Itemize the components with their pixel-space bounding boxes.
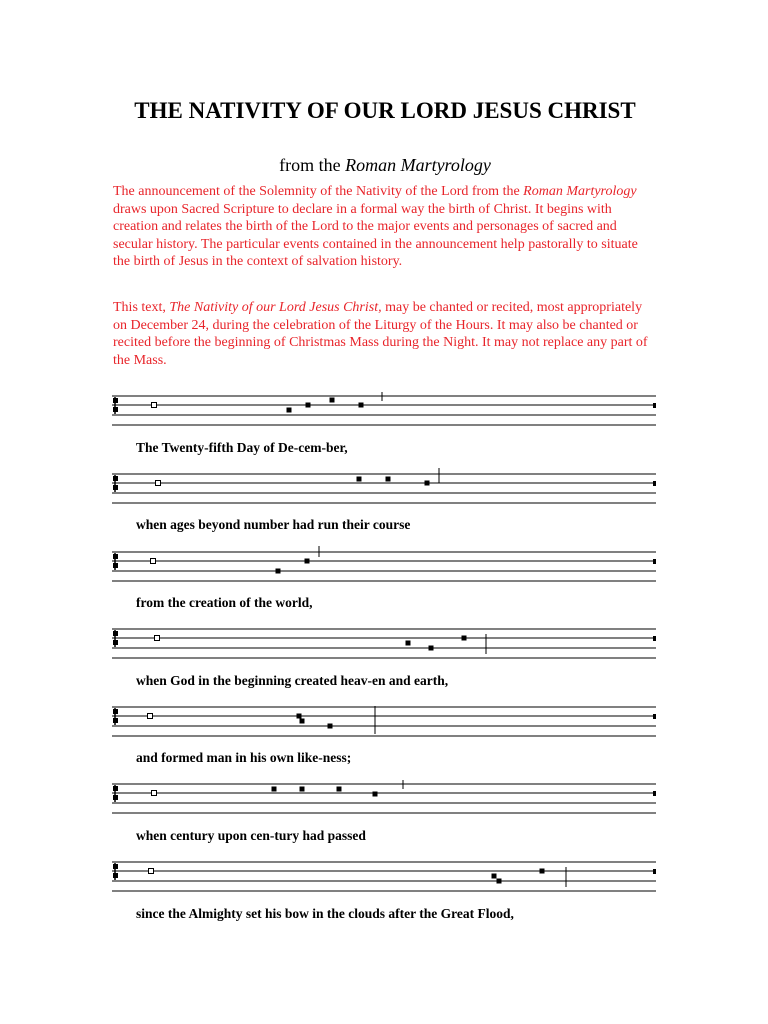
document-title: THE NATIVITY OF OUR LORD JESUS CHRIST (134, 98, 636, 123)
chant-lyric: when century upon cen-tury had passed (136, 828, 366, 843)
rubric-1-text-b: draws upon Sacred Scripture to declare in a formal way the birth of Christ. It begins with creation and relates the birth of the Lord to the major events and personages of sacred and secular history. The particular events contained in the announcement help pastorally to situate the birth of Jesus in the context of salvation history. (113, 201, 638, 270)
custos (653, 791, 656, 796)
custos (653, 481, 656, 486)
rubric-1-italic: Roman Martyrology (523, 184, 637, 199)
chant-staff (110, 388, 658, 428)
note (425, 481, 430, 486)
clef-mark (113, 554, 118, 559)
staff-notation (110, 699, 658, 739)
rubric-2-text-b: may be chanted or recited, most appropriately on December 24, during the celebration of the Liturgy of the Hours. It may also be chanted or recited before the beginning of Christmas Mass during the Night. It may not replace any part of the Mass. (113, 300, 648, 368)
note (328, 724, 333, 729)
chant-staff (110, 854, 658, 894)
note (540, 869, 545, 874)
document-subtitle (110, 153, 660, 177)
clef-mark (113, 786, 118, 791)
note (359, 403, 364, 408)
chant-staff (110, 699, 658, 739)
clef-mark (113, 476, 118, 481)
custos (653, 869, 656, 874)
clef-mark (113, 398, 118, 403)
chant-lyric: when ages beyond number had run their course (136, 517, 411, 532)
note (276, 569, 281, 574)
clef-mark (113, 631, 118, 636)
note (373, 792, 378, 797)
note (306, 403, 311, 408)
open-note (152, 791, 157, 796)
clef-mark (113, 485, 118, 490)
open-note (155, 636, 160, 641)
subtitle-source: Roman Martyrology (345, 155, 491, 175)
clef-mark (113, 407, 118, 412)
note (297, 714, 302, 719)
note (300, 787, 305, 792)
note (337, 787, 342, 792)
chant-lyric: The Twenty-fifth Day of De-cem-ber, (136, 440, 348, 455)
custos (653, 636, 656, 641)
open-note (149, 869, 154, 874)
chant-lyric: from the creation of the world, (136, 595, 313, 610)
clef-mark (113, 864, 118, 869)
rubric-usage (113, 299, 653, 369)
subtitle-prefix: from the (279, 155, 346, 175)
chant-staff (110, 776, 658, 816)
note (305, 559, 310, 564)
rubric-1-text-a: The announcement of the Solemnity of the Nativity of the Lord from the (113, 184, 524, 199)
clef-mark (113, 563, 118, 568)
staff-notation (110, 854, 658, 894)
note (462, 636, 467, 641)
note (497, 879, 502, 884)
chant-staff (110, 621, 658, 661)
staff-notation (110, 466, 658, 506)
rubric-2-italic: The Nativity of our Lord Jesus Christ, (169, 300, 382, 315)
note (272, 787, 277, 792)
staff-notation (110, 776, 658, 816)
rubric-introduction (113, 183, 653, 271)
chant-lyric: since the Almighty set his bow in the clouds after the Great Flood, (136, 906, 514, 921)
note (300, 719, 305, 724)
clef-mark (113, 640, 118, 645)
custos (653, 403, 656, 408)
rubric-2-text-a: This text, (113, 300, 170, 315)
clef-mark (113, 709, 118, 714)
custos (653, 714, 656, 719)
clef-mark (113, 718, 118, 723)
staff-notation (110, 544, 658, 584)
custos (653, 559, 656, 564)
open-note (156, 481, 161, 486)
open-note (148, 714, 153, 719)
note (492, 874, 497, 879)
open-note (151, 559, 156, 564)
chant-lyric: when God in the beginning created heav-en and earth, (136, 673, 449, 688)
chant-lyric: and formed man in his own like-ness; (136, 750, 352, 765)
note (330, 398, 335, 403)
open-note (152, 403, 157, 408)
staff-notation (110, 388, 658, 428)
note (429, 646, 434, 651)
clef-mark (113, 795, 118, 800)
note (357, 477, 362, 482)
note (406, 641, 411, 646)
chant-staff (110, 466, 658, 506)
clef-mark (113, 873, 118, 878)
note (287, 408, 292, 413)
note (386, 477, 391, 482)
chant-staff (110, 544, 658, 584)
staff-notation (110, 621, 658, 661)
